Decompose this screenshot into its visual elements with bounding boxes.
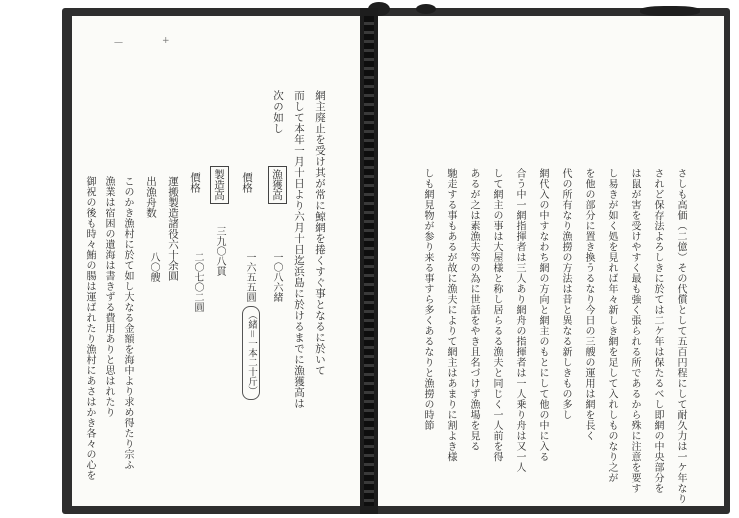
price-value: 一六五五圓 — [244, 252, 255, 302]
text-column: を他の部分に置き換うるなり今日の三艘の運用は網を長く — [583, 168, 594, 441]
text-column: このかき漁村に於て如し大なる金額を海中より求め得たり宗ふ — [122, 176, 133, 470]
processed-price-value: 二〇七〇二圓 — [192, 252, 203, 312]
body-text — [416, 168, 692, 504]
text-column: 而して本年一月十日より六月十日迄浜島に於けるまでに漁獲高は — [293, 90, 305, 409]
text-column: 網主廃止を受け其が常に鯨網を捲くすぐ事となるに於いて — [314, 90, 326, 376]
closing-text — [80, 176, 137, 481]
text-column: 網代入の中すなわち網の方向と網主のもとにして他の中に入る — [537, 168, 548, 462]
text-column: 御祝の後も時々鮪の腸は運ばれたり漁村にあさはかき各々の心を — [84, 176, 95, 481]
text-column: さしも高価（二億）その代償として五百円程にして耐久力は一ケ年なり — [675, 168, 686, 504]
right-page — [378, 16, 724, 506]
text-column: 馳走する事もあるが故に漁夫によりて網主はあまりに割よき様 — [445, 168, 456, 462]
left-page — [72, 16, 360, 506]
processed-value: 三九〇八貫 — [214, 226, 225, 276]
transport-label: 運搬製造諸役六十余圓 — [167, 176, 179, 281]
binding-stitch — [364, 16, 374, 506]
price-label: 價格 — [241, 172, 253, 193]
ink-stain — [416, 4, 436, 14]
processed-label: 製造高 — [210, 166, 229, 204]
text-column: し易きが如く処を見れば年々新しき網を足して入れしものなり之が — [606, 168, 617, 483]
text-column: されど保存法よろしきに於ては二ケ年は保たるべし即網の中央部分を — [652, 168, 663, 494]
boats-label: 出漁舟数 — [145, 176, 157, 218]
text-column: あるが之は素漁夫等の為に世話をやき且名づけず漁場を見る — [468, 168, 479, 452]
text-column: 次の如し — [272, 90, 284, 134]
boats-value: 八〇艘 — [148, 252, 159, 282]
page-mark: — — [114, 38, 123, 48]
page-mark: + — [162, 36, 170, 46]
text-column: 代の所有なり漁撈の方法は昔と異なる新しきもの多し — [560, 168, 571, 420]
text-column: しも網見物が参り来る事すら多くあるなりと漁撈の時節 — [422, 168, 433, 431]
text-column: は鼠が害を受けやすく最も強く張られる所であるから殊に注意を要す — [629, 168, 640, 494]
unit-note: （緒＝一本二十斤） — [242, 306, 260, 400]
catch-value: 一〇八六緒 — [271, 252, 282, 302]
text-column: して網主の事は大屋様と称し居らるる漁夫と同じく一人前を得 — [491, 168, 502, 462]
text-column: 合う中一網指揮者は三人あり網舟の指揮者は一人乗り舟は又一人 — [514, 168, 525, 473]
processed-price-label: 價格 — [189, 172, 201, 193]
catch-label: 漁獲高 — [268, 166, 287, 204]
intro-text — [267, 90, 330, 409]
ink-stain — [640, 6, 700, 16]
text-column: 漁業は宿困の遺海は書きずる費用ありと思はれたり — [103, 176, 114, 418]
